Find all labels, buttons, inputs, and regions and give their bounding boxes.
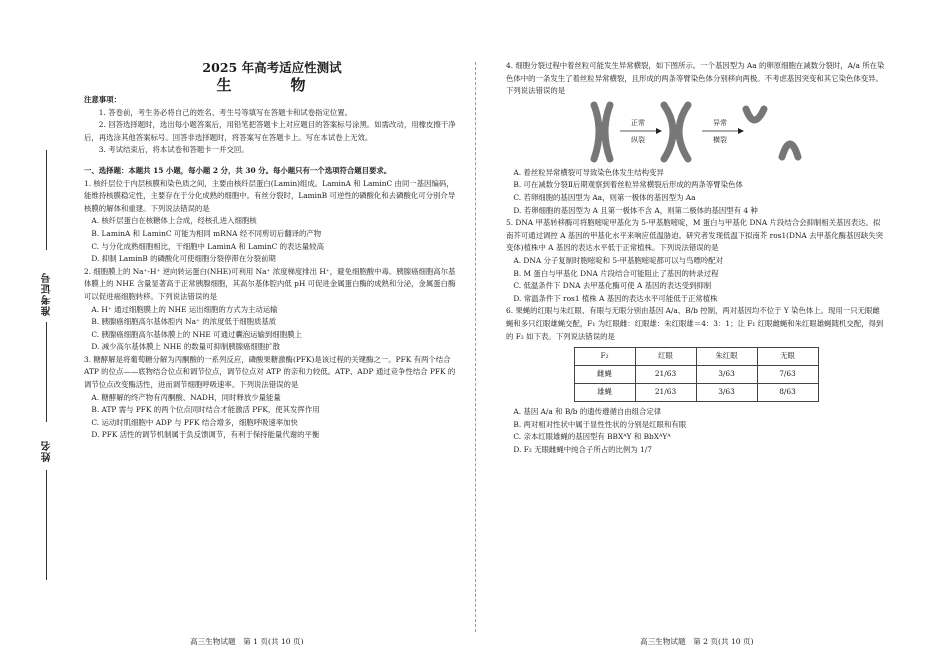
exam-number-label: 准考证号 xyxy=(42,272,53,316)
table-header-cell: 朱红眼 xyxy=(696,348,757,366)
normal-label-2: 纵裂 xyxy=(631,135,645,144)
chromatid-shape xyxy=(605,105,610,159)
page-divider xyxy=(475,62,476,632)
arrow-head xyxy=(656,128,662,134)
notice-heading: 注意事项： xyxy=(84,95,121,104)
option: D. 常温条件下 ros1 植株 A 基因的表达水平可能低于正常植株 xyxy=(513,293,718,303)
chromatid-shape xyxy=(746,109,764,120)
table-header-cell: 无眼 xyxy=(757,348,818,366)
option: D. 若卵细胞的基因型为 A 且第一极体不含 A，则第二极体的基因型有 4 种 xyxy=(513,205,758,215)
table-cell: 雌蝇 xyxy=(574,366,635,384)
option: C. 与分化成熟细胞相比，干细胞中 LaminA 和 LaminC 的表达量较高 xyxy=(91,241,324,251)
table-cell: 8/63 xyxy=(757,384,818,402)
option: C. 亲本红眼雄蝇的基因型有 BBXᴬY 和 BbXᴬYᴬ xyxy=(513,432,671,442)
chromatid-shape xyxy=(664,105,673,159)
table-header-cell: 红眼 xyxy=(635,348,696,366)
centromere-figure xyxy=(506,101,886,163)
table-header-row xyxy=(574,348,818,366)
option: C. 胰腺癌细胞高尔基体膜上的 NHE 可通过囊泡运输到细胞膜上 xyxy=(91,329,302,339)
option: C. 若卵细胞的基因型为 Aa，则第一极体的基因型为 Aa xyxy=(513,192,696,202)
table-row xyxy=(574,384,818,402)
question-2-stem: 2. 细胞膜上的 Na⁺-H⁺ 逆向转运蛋白(NHE)可利用 Na⁺ 浓度梯度排出 H⁺，避免细胞酸中毒。胰腺癌细胞高尔基体膜上的 NHE 含量显著高于正常胰腺细胞，其高尔基体腔内低 pH 可促进金属蛋白酶的成熟和分泌，金属蛋白酶可以促进癌细胞转移。下列说法错误的是 xyxy=(84,266,456,301)
option: A. DNA 分子复制时胞嘧啶和 5-甲基胞嘧啶都可以与鸟嘌呤配对 xyxy=(513,255,724,265)
question-5-stem: 5. DNA 甲基转移酶可将胞嘧啶甲基化为 5-甲基胞嘧啶，M 蛋白与甲基化 DNA 片段结合会抑制相关基因表达。拟南芥可通过调控 A 基因的甲基化水平来响应低温胁迫。研究者发现低温下拟南芥 ros1(DNA 去甲基化酶基因缺失突变体)植株中 A 基因的表达水平低于正常植株。下列说法错误的是 xyxy=(506,218,884,253)
arrow-head xyxy=(738,128,744,134)
page-1 xyxy=(84,60,460,442)
option: D. 减少高尔基体膜上 NHE 的数量可抑制胰腺癌细胞扩散 xyxy=(91,342,280,352)
name-label: 姓名 xyxy=(42,440,53,462)
table-cell: 7/63 xyxy=(757,366,818,384)
notice-item: 3. 考试结束后，将本试卷和答题卡一并交回。 xyxy=(98,145,249,155)
option: B. 两对相对性状中属于显性性状的分别是红眼和有眼 xyxy=(513,419,687,429)
table-cell: 3/63 xyxy=(696,366,757,384)
subject-title: 生 物 xyxy=(216,76,328,94)
option: A. 核纤层蛋白在核糖体上合成，经核孔进入细胞核 xyxy=(91,216,257,226)
f2-table xyxy=(574,347,819,402)
option: C. 运动时肌细胞中 ADP 与 PFK 结合增多，细胞呼吸速率加快 xyxy=(91,417,298,427)
page-footer: 高三生物试题 第 2 页(共 10 页) xyxy=(640,637,754,646)
option: A. 基因 A/a 和 B/b 的遗传遵循自由组合定律 xyxy=(513,407,662,417)
option: A. H⁺ 通过细胞膜上的 NHE 运出细胞的方式为主动运输 xyxy=(91,304,278,314)
chromatid-shape xyxy=(679,105,688,159)
section-heading: 一、选择题：本题共 15 小题，每小题 2 分，共 30 分。每小题只有一个选项符合题目要求。 xyxy=(84,165,392,175)
table-cell: 雄蝇 xyxy=(574,384,635,402)
chromosome-diagram xyxy=(586,101,806,163)
question-1-stem: 1. 核纤层位于内层核膜和染色质之间，主要由核纤层蛋白(Lamin)组成。LaminA 和 LaminC 由同一基因编码，能维持核膜稳定性，主要存在于分化成熟的细胞中。有丝分裂时，LaminB 可逆性的磷酸化和去磷酸化可分别介导核膜的解体和重建。下列说法错误的是 xyxy=(84,178,456,213)
question-6-stem: 6. 果蝇的红眼与朱红眼、有眼与无眼分别由基因 A/a、B/b 控制，两对基因均不位于 Y 染色体上。现用一只无眼雌蝇和多只红眼雄蝇交配，F₁ 为红眼雌：红眼雄：朱红眼雄＝4：3：1；让 F₁ 红眼雌蝇和朱红眼雄蝇随机交配，得到的 F₂ 如下表。下列说法错误的是 xyxy=(506,306,884,341)
table-cell: 21/63 xyxy=(635,366,696,384)
page-footer: 高三生物试题 第 1 页(共 10 页) xyxy=(190,637,304,646)
abnormal-label: 异常 xyxy=(713,118,727,127)
margin-line xyxy=(46,470,47,580)
option: B. 胰腺癌细胞高尔基体腔内 Na⁺ 的浓度低于细胞质基质 xyxy=(91,317,277,327)
option: D. 抑制 LaminB 的磷酸化可使细胞分裂停滞在分裂前期 xyxy=(91,254,276,264)
option: B. 可在减数分裂Ⅱ后期观察到着丝粒异常横裂后形成的两条等臂染色体 xyxy=(513,180,743,190)
notice-item: 1. 答卷前，考生务必将自己的姓名、考生号等填写在答题卡和试卷指定位置。 xyxy=(98,107,353,117)
table-cell: 3/63 xyxy=(696,384,757,402)
option: B. LaminA 和 LaminC 可能为相同 mRNA 经不同剪切后翻译的产物 xyxy=(91,228,322,238)
table-row xyxy=(574,366,818,384)
option: D. F₂ 无眼雌蝇中纯合子所占的比例为 1/7 xyxy=(513,444,652,454)
chromatid-shape xyxy=(594,105,599,159)
abnormal-label-2: 横裂 xyxy=(713,135,727,144)
option: D. PFK 活性的调节机制属于负反馈调节，有利于保持能量代谢的平衡 xyxy=(91,430,320,440)
table-header-cell: F₂ xyxy=(574,348,635,366)
table-cell: 21/63 xyxy=(635,384,696,402)
binding-margin xyxy=(0,0,60,663)
question-4-stem: 4. 细胞分裂过程中着丝粒可能发生异常横裂，如下图所示。一个基因型为 Aa 的卵原细胞在减数分裂时，A/a 所在染色体中的一条发生了着丝粒异常横裂，且形成的两条等臂染色体分别移向两极。不考虑基因突变和其它染色体变异。下列说法错误的是 xyxy=(506,61,885,96)
option: B. ATP 需与 PFK 的两个位点同时结合才能激活 PFK，使其发挥作用 xyxy=(91,405,320,415)
option: C. 低温条件下 DNA 去甲基化酶可使 A 基因的表达受到抑制 xyxy=(513,281,712,291)
normal-label: 正常 xyxy=(631,118,645,127)
option: A. 糖酵解的终产物有丙酮酸、NADH，同时释放少量能量 xyxy=(91,392,281,402)
option: B. M 蛋白与甲基化 DNA 片段结合可能阻止了基因的转录过程 xyxy=(513,268,719,278)
option: A. 着丝粒异常横裂可导致染色体发生结构变异 xyxy=(513,167,664,177)
page-2 xyxy=(506,60,886,456)
margin-line xyxy=(46,322,47,422)
exam-title: 2025 年高考适应性测试 xyxy=(202,60,342,75)
chromatid-shape xyxy=(782,144,798,157)
margin-line xyxy=(46,150,47,250)
notice-item: 2. 回答选择题时，选出每小题答案后，用铅笔把答题卡上对应题目的答案标号涂黑。如需改动，用橡皮擦干净后，再选涂其他答案标号。回答非选择题时，将答案写在答题卡上。写在本试卷上无效。 xyxy=(84,120,456,142)
question-3-stem: 3. 糖酵解是将葡萄糖分解为丙酮酸的一系列反应，磷酸果糖激酶(PFK)是该过程的关键酶之一。PFK 有两个结合 ATP 的位点——底物结合位点和调节位点，调节位点对 ATP 的亲和力较低。ATP、ADP 通过竞争性结合 PFK 的调节位点改变酶活性，进而调节细胞呼吸速率。下列说法错误的是 xyxy=(84,354,456,390)
